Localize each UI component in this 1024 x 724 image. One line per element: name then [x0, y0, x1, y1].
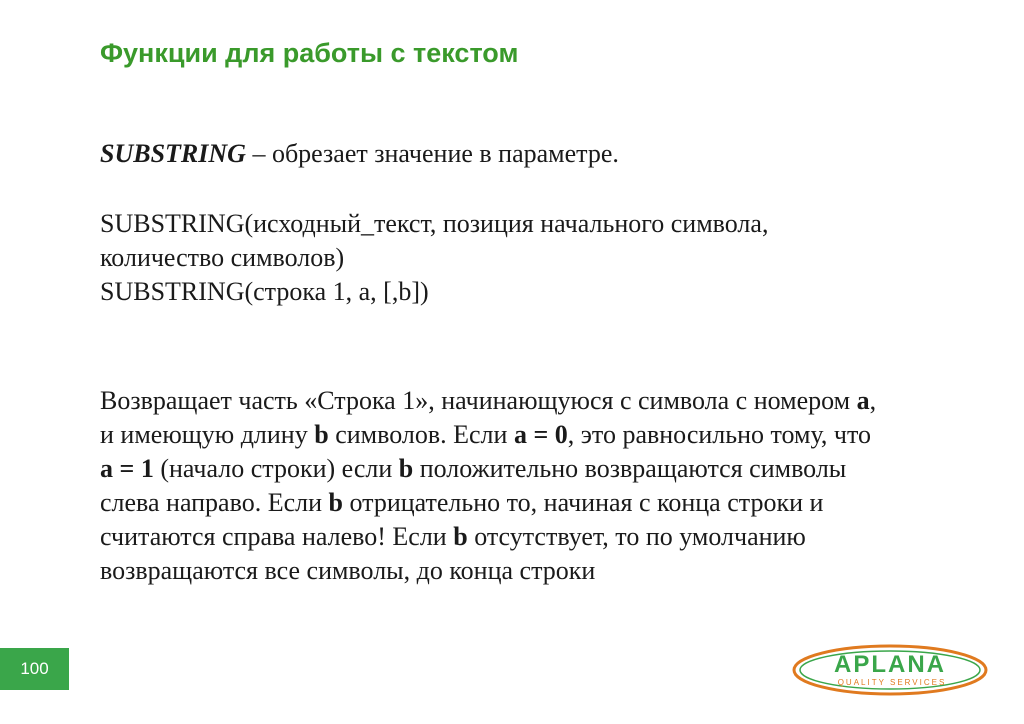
text-run: , [869, 386, 877, 415]
syntax-line: SUBSTRING(исходный_текст, позиция начального символа, [100, 209, 769, 238]
syntax-line: SUBSTRING(строка 1, а, [,b]) [100, 277, 429, 306]
bold-run: a = 1 [100, 454, 154, 483]
slide-title: Функции для работы с текстом [100, 38, 519, 68]
text-run: отрицательно то, начиная с конца строки и [342, 488, 824, 517]
description-line: возвращаются все символы, до конца строки [100, 556, 596, 585]
text-run: (начало строки) если [153, 454, 399, 483]
text-run: Возвращает часть «Строка 1», начинающуюся с символа с номером [100, 386, 857, 415]
bold-run: b [314, 420, 329, 449]
bold-run: a = 0 [513, 420, 568, 449]
syntax-line: количество символов) [100, 243, 345, 272]
bold-run: b [453, 522, 468, 551]
text-run: символов. Если [328, 420, 514, 449]
text-run: отсутствует, то по умолчанию [467, 522, 806, 551]
logo-tagline: QUALITY SERVICES [837, 678, 947, 687]
bold-run: b [328, 488, 343, 517]
description-line [100, 520, 980, 554]
definition-text: – обрезает значение в параметре. [245, 139, 619, 168]
description-line [100, 452, 980, 486]
text-run: и имеющую длину [100, 420, 315, 449]
description-line [100, 384, 980, 418]
definition-paragraph [100, 137, 980, 171]
text-run: слева направо. Если [100, 488, 329, 517]
page-number-badge: 100 [0, 648, 69, 690]
description-paragraph [100, 384, 980, 588]
aplana-logo [790, 640, 990, 700]
logo-name: APLANA [834, 651, 946, 678]
definition-term: SUBSTRING [100, 139, 246, 168]
bold-run: b [398, 454, 414, 483]
text-run: , это равносильно тому, что [567, 420, 871, 449]
bold-run: a [856, 386, 870, 415]
text-run: считаются справа налево! Если [100, 522, 454, 551]
description-line [100, 418, 980, 452]
description-line [100, 486, 980, 520]
syntax-block [100, 207, 980, 309]
text-run: положительно возвращаются символы [413, 454, 847, 483]
